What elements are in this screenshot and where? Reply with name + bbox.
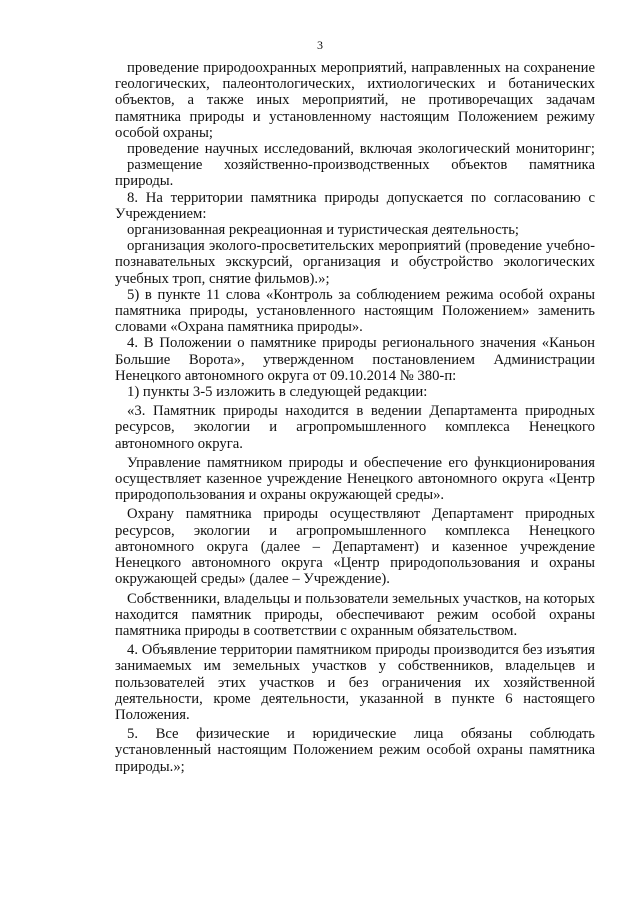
paragraph: 8. На территории памятника природы допускается по согласованию с Учреждением: [115, 189, 595, 222]
paragraph: 5) в пункте 11 слова «Контроль за соблюдением режима особой охраны памятника природы, установленного настоящим Положением» заменить словами «Охрана памятника природы». [115, 286, 595, 336]
paragraph: 1) пункты 3-5 изложить в следующей редакции: [127, 384, 428, 401]
paragraph: Собственники, владельцы и пользователи земельных участков, на которых находится памятник природы, обеспечивают режим особой охраны памятника природы в соответствии с охранным обязательством. [115, 590, 595, 639]
paragraph: организация эколого-просветительских мероприятий (проведение учебно-познавательных экскурсий, организация и обустройство экологических учебных троп, снятие фильмов).»; [115, 238, 595, 287]
paragraph: проведение природоохранных мероприятий, направленных на сохранение геологических, палеонтологических, ихтиологических и ботанических объектов, а также иных мероприятий, не противоречащих задачам памятника природы и установленному настоящим Положением режиму особой охраны; [115, 60, 595, 141]
document-body [115, 60, 595, 775]
paragraph: «3. Памятник природы находится в ведении Департамента природных ресурсов, экологии и агропромышленного комплекса Ненецкого автономного округа. [115, 403, 595, 452]
paragraph: организованная рекреационная и туристическая деятельность; [127, 222, 519, 239]
page-number: 3 [317, 38, 323, 52]
paragraph: 5. Все физические и юридические лица обязаны соблюдать установленный настоящим Положением режим особой охраны памятника природы.»; [115, 726, 595, 775]
paragraph: 4. Объявление территории памятником природы производится без изъятия занимаемых им земельных участков у собственников, владельцев и пользователей этих участков и без ограничения их хозяйственной деятельности, кроме деятельности, указанной в пункте 6 настоящего Положения. [115, 642, 595, 723]
paragraph: Управление памятником природы и обеспечение его функционирования осуществляет казенное учреждение Ненецкого автономного округа «Центр природопользования и охраны окружающей среды». [115, 454, 595, 504]
paragraph: 4. В Положении о памятнике природы регионального значения «Каньон Большие Ворота», утвержденном постановлением Администрации Ненецкого автономного округа от 09.10.2014 № 380-п: [115, 335, 595, 384]
paragraph: проведение научных исследований, включая экологический мониторинг; [127, 141, 595, 158]
paragraph: размещение хозяйственно-производственных объектов памятника природы. [115, 157, 595, 190]
paragraph: Охрану памятника природы осуществляют Департамент природных ресурсов, экологии и агропромышленного комплекса Ненецкого автономного округа (далее – Департамент) и казенное учреждение Ненецкого автономного округа «Центр природопользования и охраны окружающей среды» (далее – Учреждение). [115, 506, 595, 588]
